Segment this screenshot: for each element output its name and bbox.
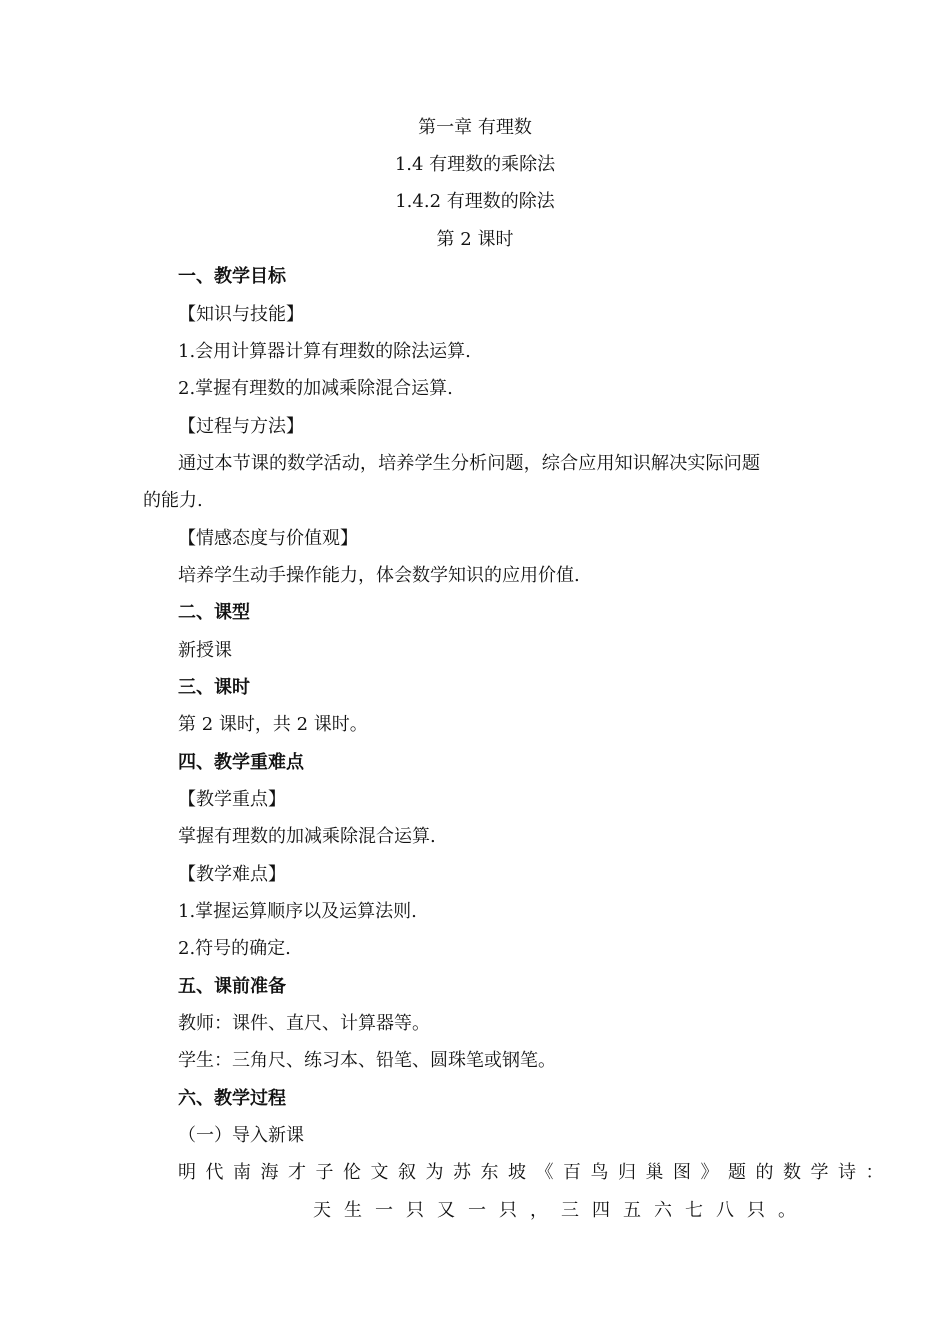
subsection-title: 1.4.2 有理数的除法 [395, 191, 555, 212]
poem-intro-line: 明代南海才子伦文叙为苏东坡《百鸟归巢图》题的数学诗： [178, 1162, 893, 1183]
subheading-emotion: 【情感态度与价值观】 [178, 528, 358, 549]
heading-lesson-type: 二、课型 [178, 602, 250, 623]
heading-process: 六、教学过程 [178, 1088, 286, 1109]
heading-preparation: 五、课前准备 [178, 976, 286, 997]
intro-title: （一）导入新课 [178, 1125, 304, 1146]
chapter-title: 第一章 有理数 [418, 117, 532, 138]
subheading-focus: 【教学重点】 [178, 789, 286, 810]
lesson-hours-text: 第 2 课时，共 2 课时。 [178, 714, 368, 735]
focus-text: 掌握有理数的加减乘除混合运算. [178, 826, 436, 847]
heading-lesson-hours: 三、课时 [178, 677, 250, 698]
heading-objectives: 一、教学目标 [178, 266, 286, 287]
emotion-text: 培养学生动手操作能力，体会数学知识的应用价值. [178, 565, 580, 586]
process-text-line1: 通过本节课的数学活动，培养学生分析问题，综合应用知识解决实际问题 [178, 453, 761, 474]
poem-verse-line: 天生一只又一只，三四五六七八只。 [313, 1200, 809, 1221]
section-title: 1.4 有理数的乘除法 [394, 154, 556, 175]
subheading-process: 【过程与方法】 [178, 416, 304, 437]
process-text-line2: 的能力. [143, 490, 203, 511]
heading-key-points: 四、教学重难点 [178, 752, 304, 773]
difficulty-item-2: 2.符号的确定. [178, 938, 291, 959]
knowledge-item-1: 1.会用计算器计算有理数的除法运算. [178, 341, 471, 362]
knowledge-item-2: 2.掌握有理数的加减乘除混合运算. [178, 378, 453, 399]
preparation-teacher: 教师：课件、直尺、计算器等。 [178, 1013, 430, 1034]
lesson-type-text: 新授课 [178, 640, 232, 661]
subheading-difficulty: 【教学难点】 [178, 864, 286, 885]
difficulty-item-1: 1.掌握运算顺序以及运算法则. [178, 901, 417, 922]
subheading-knowledge: 【知识与技能】 [178, 304, 304, 325]
period-title: 第 2 课时 [436, 229, 514, 250]
preparation-student: 学生：三角尺、练习本、铅笔、圆珠笔或钢笔。 [178, 1050, 556, 1071]
